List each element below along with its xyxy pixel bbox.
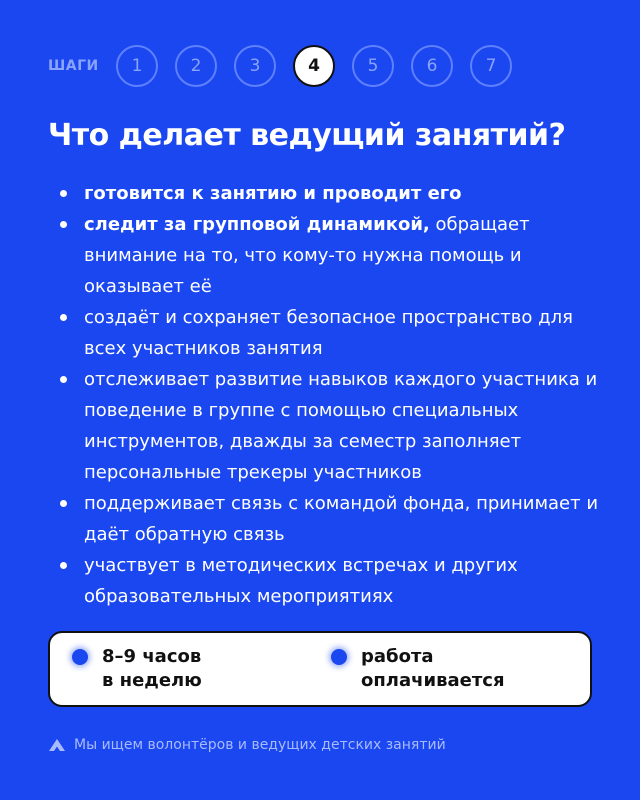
footer-text: Мы ищем волонтёров и ведущих детских занятий [74,737,446,753]
steps-label: ШАГИ [48,58,99,74]
list-item-bold: следит за групповой динамикой, [84,214,430,235]
list-item [60,364,600,488]
list-item-text: создаёт и сохраняет безопасное пространство для всех участников занятия [84,307,573,359]
hours-line-1: 8–9 часов [102,646,202,667]
step-1[interactable]: 1 [116,45,158,87]
step-3[interactable]: 3 [234,45,276,87]
list-item [60,302,600,364]
paid-line-2: оплачивается [361,670,505,691]
list-item-text: поддерживает связь с командой фонда, принимает и даёт обратную связь [84,493,599,545]
paid-info [331,645,590,693]
duties-list [60,178,600,612]
list-item-text: участвует в методических встречах и других образовательных мероприятиях [84,555,518,607]
list-item [60,209,600,302]
step-7[interactable]: 7 [470,45,512,87]
hours-line-2: в неделю [102,670,202,691]
dot-icon [331,649,347,665]
step-4-active[interactable]: 4 [293,45,335,87]
footer [48,737,446,753]
hours-info [72,645,331,693]
step-5[interactable]: 5 [352,45,394,87]
dot-icon [72,649,88,665]
logo-icon [48,738,66,752]
page-title: Что делает ведущий занятий? [48,118,566,153]
step-6[interactable]: 6 [411,45,453,87]
list-item [60,550,600,612]
list-item-text: отслеживает развитие навыков каждого участника и поведение в группе с помощью специальных инструментов, дважды за семестр заполняет персональные трекеры участников [84,369,598,483]
list-item-text: обращает внимание на то, что кому-то нужна помощь и оказывает её [84,214,530,297]
info-card [48,631,592,707]
step-2[interactable]: 2 [175,45,217,87]
list-item [60,488,600,550]
list-item [60,178,600,209]
paid-line-1: работа [361,646,434,667]
steps-indicator [48,45,529,87]
list-item-bold: готовится к занятию и проводит его [84,183,462,204]
